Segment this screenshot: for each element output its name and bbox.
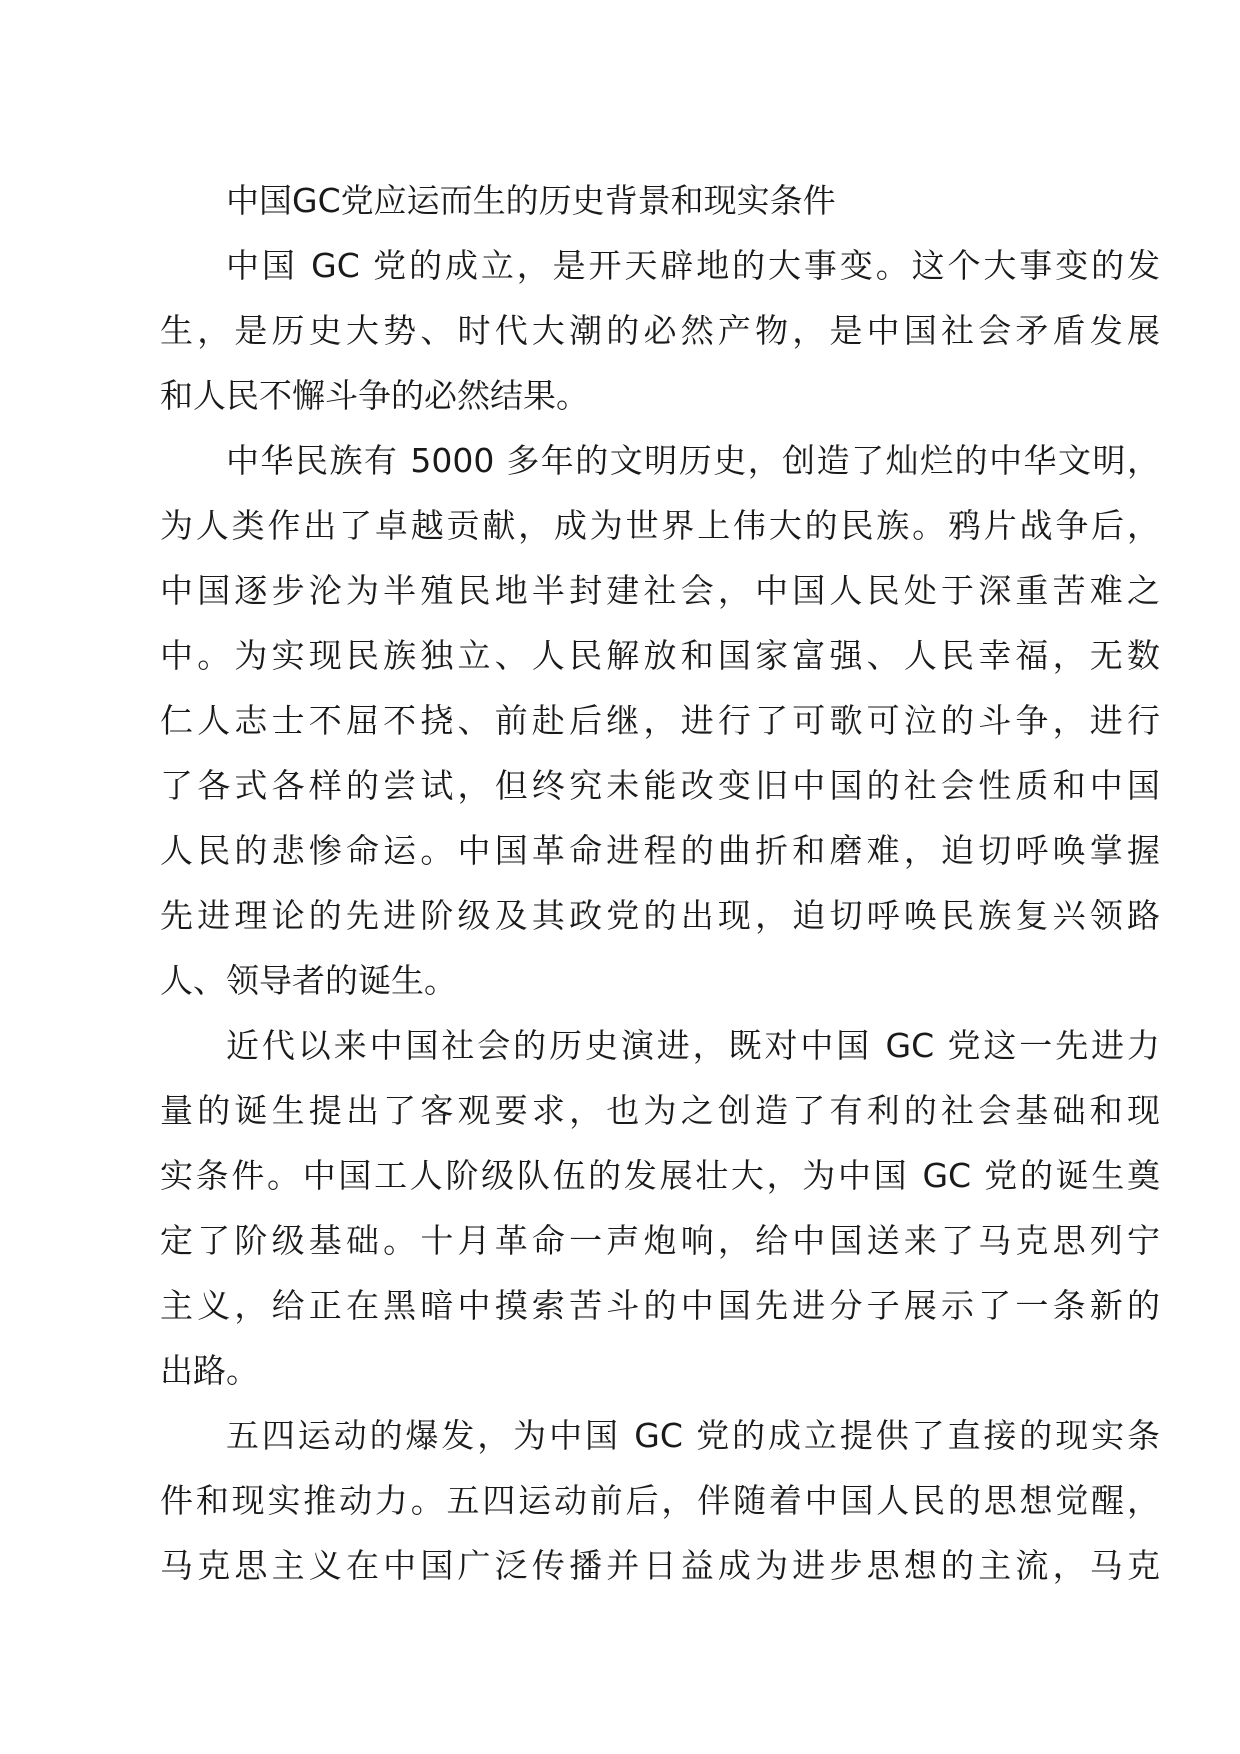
paragraph-line: 和人民不懈斗争的必然结果。 [160, 376, 589, 415]
paragraph-line: 中。为实现民族独立、人民解放和国家富强、人民幸福，无数 [160, 636, 1160, 675]
paragraph-line: 仁人志士不屈不挠、前赴后继，进行了可歌可泣的斗争，进行 [160, 701, 1160, 740]
paragraph-line: 定了阶级基础。十月革命一声炮响，给中国送来了马克思列宁 [160, 1221, 1160, 1260]
paragraph-line: 五四运动的爆发，为中国 GC 党的成立提供了直接的现实条 [226, 1416, 1160, 1455]
paragraph-line: 出路。 [160, 1351, 259, 1390]
paragraph-line: 中国 GC 党的成立，是开天辟地的大事变。这个大事变的发 [226, 246, 1160, 285]
paragraph-line: 中华民族有 5000 多年的文明历史，创造了灿烂的中华文明， [226, 441, 1160, 480]
paragraph-3 [160, 1013, 1160, 1403]
document-title: 中国GC党应运而生的历史背景和现实条件 [226, 181, 836, 220]
paragraph-line: 人民的悲惨命运。中国革命进程的曲折和磨难，迫切呼唤掌握 [160, 831, 1160, 870]
paragraph-4 [160, 1403, 1160, 1598]
paragraph-line: 件和现实推动力。五四运动前后，伴随着中国人民的思想觉醒， [160, 1481, 1160, 1520]
paragraph-line: 了各式各样的尝试，但终究未能改变旧中国的社会性质和中国 [160, 766, 1160, 805]
document-body [160, 168, 1160, 1598]
paragraph-1 [160, 233, 1160, 428]
paragraph-line: 人、领导者的诞生。 [160, 961, 457, 1000]
paragraph-line: 量的诞生提出了客观要求，也为之创造了有利的社会基础和现 [160, 1091, 1160, 1130]
paragraph-2 [160, 428, 1160, 1013]
paragraph-line: 实条件。中国工人阶级队伍的发展壮大，为中国 GC 党的诞生奠 [160, 1156, 1160, 1195]
paragraph-line: 主义，给正在黑暗中摸索苦斗的中国先进分子展示了一条新的 [160, 1286, 1160, 1325]
paragraph-line: 马克思主义在中国广泛传播并日益成为进步思想的主流，马克 [160, 1546, 1160, 1585]
paragraph-line: 中国逐步沦为半殖民地半封建社会，中国人民处于深重苦难之 [160, 571, 1160, 610]
paragraph-line: 为人类作出了卓越贡献，成为世界上伟大的民族。鸦片战争后， [160, 506, 1160, 545]
paragraph-line: 先进理论的先进阶级及其政党的出现，迫切呼唤民族复兴领路 [160, 896, 1160, 935]
paragraph-line: 生，是历史大势、时代大潮的必然产物，是中国社会矛盾发展 [160, 311, 1160, 350]
paragraph-line: 近代以来中国社会的历史演进，既对中国 GC 党这一先进力 [226, 1026, 1160, 1065]
